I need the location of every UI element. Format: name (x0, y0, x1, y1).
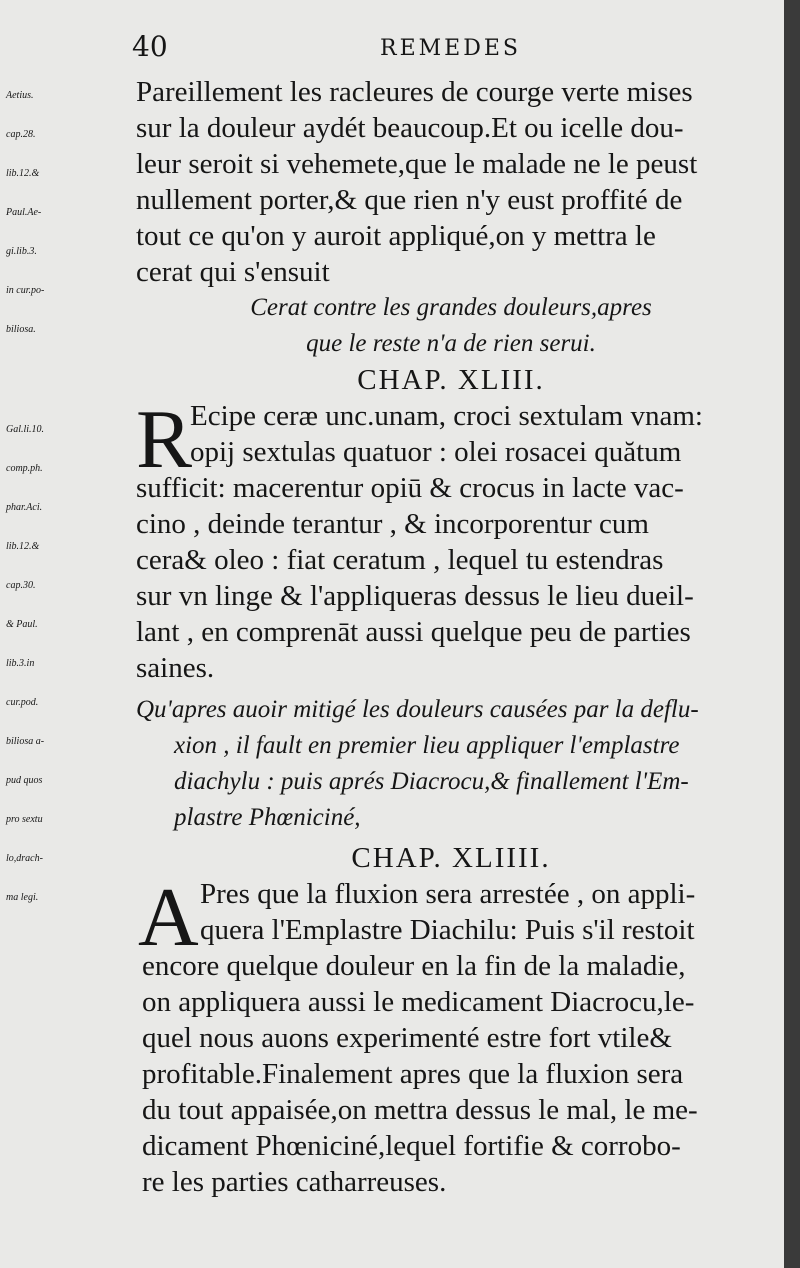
margin-note-line: lib.12.& (6, 168, 40, 179)
text-line: Ecipe ceræ unc.unam, croci sextulam vnam: (190, 400, 703, 432)
text-line: nullement porter,& que rien n'y eust proffité de (136, 184, 683, 216)
text-line: quera l'Emplastre Diachilu: Puis s'il restoit (200, 914, 695, 946)
text-line: leur seroit si vehemete,que le malade ne le peust (136, 148, 698, 180)
margin-note-line: comp.ph. (6, 463, 43, 474)
margin-note-line: cap.30. (6, 580, 36, 591)
running-head: REMEDES (380, 36, 521, 61)
text-line: opij sextulas quatuor : olei rosacei quătum (190, 436, 682, 468)
drop-cap: R (136, 393, 193, 486)
section-subtitle: diachylu : puis aprés Diacrocu,& finallement l'Em- (174, 768, 689, 795)
margin-note-line: gi.lib.3. (6, 246, 37, 257)
text-line: cera& oleo : fiat ceratum , lequel tu estendras (136, 544, 664, 576)
text-line: dicament Phœniciné,lequel fortifie & corrobo- (142, 1130, 681, 1162)
text-line: cerat qui s'ensuit (136, 256, 330, 288)
margin-note-line: in cur.po- (6, 285, 45, 296)
text-line: tout ce qu'on y auroit appliqué,on y mettra le (136, 220, 656, 252)
margin-note-line: biliosa. (6, 324, 36, 335)
text-line: lant , en comprenāt aussi quelque peu de parties (136, 616, 691, 648)
margin-note-line: Aetius. (6, 90, 34, 101)
text-line: sufficit: macerentur opiū & crocus in lacte vac- (136, 472, 684, 504)
page-edge (784, 0, 800, 1268)
margin-note-line: & Paul. (6, 619, 38, 630)
text-line: Pareillement les racleures de courge verte mises (136, 76, 693, 108)
margin-note-line: pro sextu (6, 814, 43, 825)
chapter-heading: CHAP. XLIII. (357, 364, 545, 396)
margin-note-line: pud quos (6, 775, 43, 786)
page-header (0, 30, 784, 70)
margin-note-line: Paul.Ae- (6, 207, 42, 218)
margin-notes-top (6, 76, 130, 349)
page-number: 40 (132, 30, 168, 63)
text-line: on appliquera aussi le medicament Diacrocu,le- (142, 986, 695, 1018)
margin-note-line: ma legi. (6, 892, 39, 903)
text-line: profitable.Finalement apres que la fluxion sera (142, 1058, 684, 1090)
section-subtitle: xion , il fault en premier lieu appliquer l'emplastre (174, 732, 680, 759)
drop-cap: A (138, 871, 199, 964)
text-line: encore quelque douleur en la fin de la maladie, (142, 950, 686, 982)
margin-note-line: Gal.li.10. (6, 424, 45, 435)
section-subtitle: Cerat contre les grandes douleurs,apres (250, 294, 652, 321)
text-line: sur la douleur aydét beaucoup.Et ou icelle dou- (136, 112, 684, 144)
section-subtitle: que le reste n'a de rien serui. (306, 330, 596, 357)
section-subtitle: plastre Phœniciné, (174, 804, 361, 831)
text-line: du tout appaisée,on mettra dessus le mal, le me- (142, 1094, 698, 1126)
chapter-heading: CHAP. XLIIII. (351, 842, 551, 874)
margin-note-line: lo,drach- (6, 853, 43, 864)
margin-note-line: lib.3.in (6, 658, 35, 669)
margin-note-line: phar.Aci. (6, 502, 43, 513)
section-subtitle: Qu'apres auoir mitigé les douleurs causées par la deflu- (136, 696, 699, 723)
text-line: sur vn linge & l'appliqueras dessus le lieu dueil- (136, 580, 694, 612)
text-line: Pres que la fluxion sera arrestée , on appli- (200, 878, 696, 910)
text-line: re les parties catharreuses. (142, 1166, 447, 1198)
margin-note-line: lib.12.& (6, 541, 40, 552)
text-line: quel nous auons experimenté estre fort vtile& (142, 1022, 672, 1054)
text-line: cino , deinde terantur , & incorporentur cum (136, 508, 649, 540)
margin-note-line: cur.pod. (6, 697, 39, 708)
text-line: saines. (136, 652, 215, 684)
margin-note-line: biliosa a- (6, 736, 45, 747)
margin-note-line: cap.28. (6, 129, 36, 140)
margin-notes-bottom (6, 410, 130, 917)
